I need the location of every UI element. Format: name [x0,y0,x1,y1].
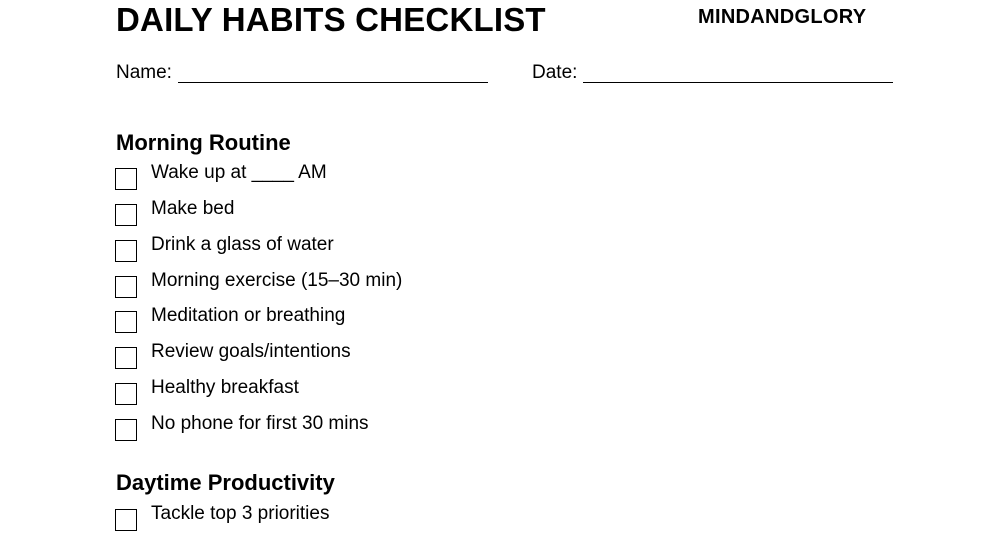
checkbox[interactable] [115,311,137,333]
checklist-item-label: Tackle top 3 priorities [151,503,330,524]
name-label: Name: [116,62,172,83]
page-title: DAILY HABITS CHECKLIST [116,1,546,38]
checklist-item [115,341,615,369]
brand-name: MINDANDGLORY [698,6,867,28]
checklist-item-label: No phone for first 30 mins [151,413,369,434]
date-fill-line[interactable] [583,61,893,83]
checklist-item-label: Meditation or breathing [151,305,346,326]
section-heading-daytime-productivity: Daytime Productivity [116,470,335,495]
checklist-item-label: Review goals/intentions [151,341,351,362]
checklist-item-label: Make bed [151,198,235,219]
checklist-item-label: Healthy breakfast [151,377,299,398]
checklist-item-label: Drink a glass of water [151,234,334,255]
date-label: Date: [532,62,578,83]
checklist-item [115,377,615,405]
checklist-item-label: Wake up at ____ AM [151,162,327,183]
checklist-item [115,198,615,226]
section-heading-morning-routine: Morning Routine [116,130,291,155]
checklist-item [115,270,615,298]
checklist-item-label: Morning exercise (15–30 min) [151,270,403,291]
checkbox[interactable] [115,509,137,531]
name-fill-line[interactable] [178,61,488,83]
checklist-item [115,503,615,531]
checkbox[interactable] [115,419,137,441]
checkbox[interactable] [115,240,137,262]
name-field [116,61,488,85]
checkbox[interactable] [115,168,137,190]
checkbox[interactable] [115,276,137,298]
checklist-item [115,305,615,333]
checklist-item [115,162,615,190]
checkbox[interactable] [115,204,137,226]
checkbox[interactable] [115,347,137,369]
checklist-item [115,413,615,441]
date-field [532,61,893,85]
checklist-item [115,234,615,262]
checkbox[interactable] [115,383,137,405]
